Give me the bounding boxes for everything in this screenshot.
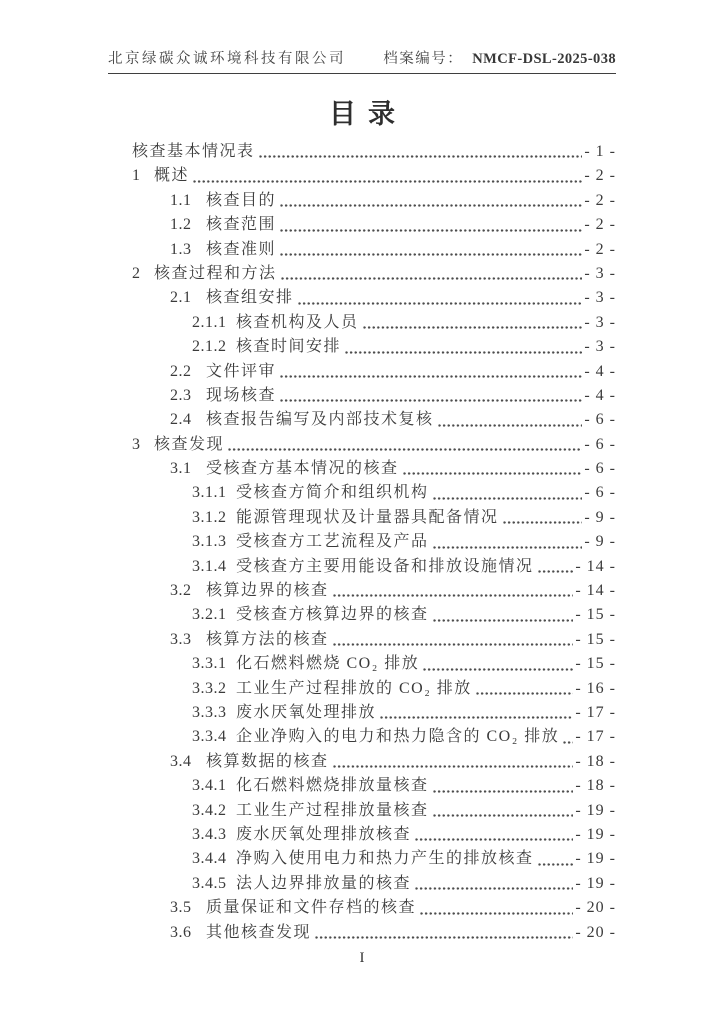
toc-entry-number: 2.4: [170, 411, 192, 429]
toc-entry-number: 3.3.2: [192, 679, 227, 697]
toc-entry-number: 3.3.1: [192, 655, 227, 673]
toc-entry-number: 3.4.3: [192, 825, 227, 843]
toc-entry-title: 其他核查发现: [206, 923, 312, 941]
toc-entry-title: 文件评审: [206, 362, 277, 380]
toc-entry-number: 3.6: [170, 923, 192, 941]
toc-row: [108, 774, 616, 798]
toc-entry-title: 核查发现: [154, 435, 225, 453]
toc-entry-number: 2.3: [170, 386, 192, 404]
dot-leader: [333, 594, 574, 597]
toc-entry-title: 企业净购入的电力和热力隐含的 CO₂ 排放: [236, 728, 560, 746]
toc-entry-number: 3.1.4: [192, 557, 227, 575]
toc-row: [108, 311, 616, 335]
toc-entry-page: - 3 -: [584, 264, 616, 282]
toc-entry-page: - 19 -: [575, 850, 616, 868]
dot-leader: [280, 375, 582, 378]
toc-row: [108, 530, 616, 554]
toc-row: [108, 335, 616, 359]
toc-row: [108, 652, 616, 676]
toc-entry-title: 核查时间安排: [236, 338, 342, 356]
toc-entry-page: - 1 -: [584, 143, 616, 160]
toc-row: [108, 408, 616, 432]
archive-number-label: 档案编号：: [383, 51, 464, 67]
toc-entry-page: - 19 -: [575, 874, 616, 892]
dot-leader: [280, 204, 582, 207]
toc-row: [108, 384, 616, 408]
dot-leader: [538, 863, 574, 866]
toc-entry-number: 3.1: [170, 460, 192, 478]
toc-entry-number: 3.4.5: [192, 874, 227, 892]
toc-entry-page: - 15 -: [575, 630, 616, 648]
toc-entry-page: - 14 -: [575, 582, 616, 600]
toc-entry-page: - 6 -: [584, 484, 616, 502]
toc-entry-title: 废水厌氧处理排放核查: [236, 825, 412, 843]
dot-leader: [228, 448, 582, 451]
toc-entry-number: 3: [132, 435, 141, 453]
dot-leader: [503, 521, 583, 524]
toc-row: [108, 872, 616, 896]
toc-entry-title: 法人边界排放量的核查: [236, 874, 412, 892]
toc-entry-title: 核算数据的核查: [206, 752, 329, 770]
dot-leader: [298, 302, 583, 305]
toc-entry-page: - 4 -: [584, 386, 616, 404]
dot-leader: [438, 424, 583, 427]
toc-entry-page: - 19 -: [575, 801, 616, 819]
toc-entry-number: 1.3: [170, 240, 192, 258]
dot-leader: [420, 912, 573, 915]
toc-entry-page: - 6 -: [584, 460, 616, 478]
toc-entry-title: 核算方法的核查: [206, 630, 329, 648]
toc-entry-title: 核查准则: [206, 240, 277, 258]
toc-entry-number: 3.3.3: [192, 703, 227, 721]
toc-entry-title: 受核查方主要用能设备和排放设施情况: [236, 557, 534, 575]
toc-row: [108, 286, 616, 310]
toc-entry-title: 能源管理现状及计量器具配备情况: [236, 508, 499, 526]
dot-leader: [563, 741, 573, 744]
toc-entry-title: 质量保证和文件存档的核查: [206, 899, 417, 917]
toc-entry-title: 废水厌氧处理排放: [236, 703, 377, 721]
toc-entry-page: - 2 -: [584, 240, 616, 258]
toc-entry-page: - 18 -: [575, 777, 616, 795]
dot-leader: [333, 765, 574, 768]
toc-entry-page: - 16 -: [575, 679, 616, 697]
header-archive: [383, 47, 616, 68]
toc-entry-title: 概述: [154, 167, 190, 185]
header-company-name: 北京绿碳众诚环境科技有限公司: [108, 51, 346, 67]
toc-row: [108, 677, 616, 701]
dot-leader: [280, 399, 582, 402]
toc-row: [108, 238, 616, 262]
dot-leader: [415, 887, 573, 890]
toc-row: [108, 750, 616, 774]
dot-leader: [345, 351, 582, 354]
toc-entry-number: 3.4: [170, 752, 192, 770]
dot-leader: [476, 692, 574, 695]
toc-entry-page: - 2 -: [584, 216, 616, 234]
dot-leader: [333, 643, 574, 646]
toc-entry-number: 3.3.4: [192, 728, 227, 746]
toc-entry-page: - 15 -: [575, 606, 616, 624]
toc-entry-page: - 4 -: [584, 362, 616, 380]
toc-list: [108, 140, 616, 945]
toc-entry-page: - 20 -: [575, 899, 616, 917]
toc-entry-number: 3.4.4: [192, 850, 227, 868]
dot-leader: [415, 838, 573, 841]
dot-leader: [433, 619, 574, 622]
toc-row: [108, 847, 616, 871]
toc-entry-title: 现场核查: [206, 386, 277, 404]
toc-entry-title: 核查范围: [206, 216, 277, 234]
toc-row: [108, 506, 616, 530]
dot-leader: [280, 253, 582, 256]
toc-entry-number: 3.4.1: [192, 777, 227, 795]
toc-entry-title: 核查目的: [206, 191, 277, 209]
toc-row: [108, 725, 616, 749]
toc-entry-title: 受核查方核算边界的核查: [236, 606, 429, 624]
toc-entry-number: 2.1: [170, 289, 192, 307]
toc-entry-page: - 6 -: [584, 411, 616, 429]
toc-entry-title: 核查过程和方法: [154, 264, 277, 282]
toc-entry-page: - 2 -: [584, 191, 616, 209]
toc-row: [108, 481, 616, 505]
toc-entry-number: 3.1.3: [192, 533, 227, 551]
toc-row: [108, 799, 616, 823]
toc-entry-page: - 17 -: [575, 703, 616, 721]
toc-page-title: 目录: [329, 99, 407, 129]
toc-row: [108, 628, 616, 652]
toc-entry-title: 受核查方基本情况的核查: [206, 460, 399, 478]
dot-leader: [363, 326, 583, 329]
toc-row: [108, 433, 616, 457]
toc-entry-title: 核算边界的核查: [206, 582, 329, 600]
toc-entry-page: - 20 -: [575, 923, 616, 941]
toc-entry-number: 3.5: [170, 899, 192, 917]
toc-entry-number: 3.2: [170, 582, 192, 600]
toc-row: [108, 896, 616, 920]
toc-entry-number: 1.1: [170, 191, 192, 209]
toc-row: [108, 262, 616, 286]
dot-leader: [380, 716, 573, 719]
toc-row: [108, 603, 616, 627]
toc-row: [108, 823, 616, 847]
toc-entry-page: - 3 -: [584, 289, 616, 307]
toc-entry-number: 1.2: [170, 216, 192, 234]
toc-entry-title: 工业生产过程排放的 CO₂ 排放: [236, 679, 472, 697]
toc-entry-number: 2: [132, 264, 141, 282]
dot-leader: [433, 497, 583, 500]
toc-entry-number: 1: [132, 167, 141, 185]
dot-leader: [280, 229, 582, 232]
toc-entry-number: 3.4.2: [192, 801, 227, 819]
toc-entry-number: 3.1.2: [192, 508, 227, 526]
toc-row: [108, 579, 616, 603]
toc-entry-page: - 2 -: [584, 167, 616, 185]
toc-entry-page: - 6 -: [584, 435, 616, 453]
toc-entry-title: 核查组安排: [206, 289, 294, 307]
toc-entry-page: - 3 -: [584, 313, 616, 331]
dot-leader: [423, 668, 573, 671]
toc-entry-number: 2.1.1: [192, 313, 227, 331]
toc-row: [108, 140, 616, 164]
toc-entry-number: 3.1.1: [192, 484, 227, 502]
dot-leader: [433, 546, 583, 549]
dot-leader: [259, 155, 583, 158]
toc-row: [108, 189, 616, 213]
toc-entry-page: - 9 -: [584, 533, 616, 551]
toc-row: [108, 555, 616, 579]
toc-entry-title: 核查报告编写及内部技术复核: [206, 411, 434, 429]
toc-entry-title: 核查机构及人员: [236, 313, 359, 331]
toc-row: [108, 360, 616, 384]
toc-entry-title: 净购入使用电力和热力产生的排放核查: [236, 850, 534, 868]
dot-leader: [538, 570, 574, 573]
toc-row: [108, 213, 616, 237]
toc-entry-number: 3.2.1: [192, 606, 227, 624]
toc-row: [108, 457, 616, 481]
toc-entry-page: - 18 -: [575, 752, 616, 770]
toc-entry-title: 化石燃料燃烧 CO₂ 排放: [236, 655, 420, 673]
toc-entry-page: - 15 -: [575, 655, 616, 673]
dot-leader: [403, 472, 583, 475]
toc-entry-title: 受核查方工艺流程及产品: [236, 533, 429, 551]
toc-entry-page: - 14 -: [575, 557, 616, 575]
toc-entry-page: - 9 -: [584, 508, 616, 526]
dot-leader: [315, 936, 573, 939]
page-header: [108, 47, 616, 74]
dot-leader: [433, 790, 574, 793]
toc-entry-title: 工业生产过程排放量核查: [236, 801, 429, 819]
toc-entry-number: 2.1.2: [192, 338, 227, 356]
toc-entry-number: 3.3: [170, 630, 192, 648]
dot-leader: [281, 277, 583, 280]
toc-entry-page: - 17 -: [575, 728, 616, 746]
toc-entry-title: 核查基本情况表: [132, 143, 255, 160]
archive-number-value: NMCF-DSL-2025-038: [472, 51, 616, 67]
page-footer: [108, 950, 616, 967]
toc-row: [108, 921, 616, 945]
toc-entry-title: 化石燃料燃烧排放量核查: [236, 777, 429, 795]
dot-leader: [193, 180, 582, 183]
toc-entry-page: - 3 -: [584, 338, 616, 356]
toc-row: [108, 164, 616, 188]
dot-leader: [433, 814, 574, 817]
footer-page-number: I: [359, 949, 365, 966]
toc-row: [108, 701, 616, 725]
toc-entry-number: 2.2: [170, 362, 192, 380]
toc-entry-page: - 19 -: [575, 825, 616, 843]
toc-entry-title: 受核查方简介和组织机构: [236, 484, 429, 502]
